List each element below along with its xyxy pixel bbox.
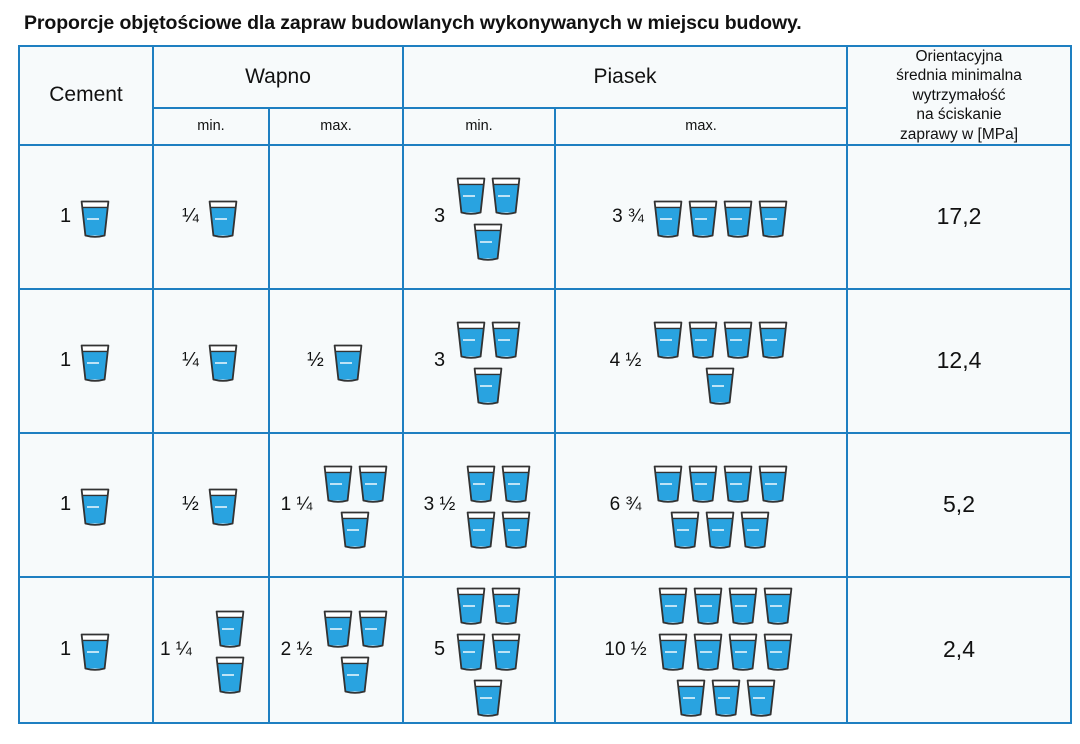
- sand-max-r3-cell: [555, 433, 847, 577]
- sand-min-r3-buckets: [462, 460, 534, 550]
- table-body: [19, 145, 1071, 723]
- bucket-icon: [709, 674, 743, 718]
- bucket-icon: [756, 195, 790, 239]
- bucket-icon: [206, 483, 240, 527]
- bucket-icon: [471, 674, 505, 718]
- header-cement: Cement: [19, 46, 153, 145]
- lime-max-r2-quantity: ½: [307, 349, 324, 372]
- sand-max-r4-buckets: [654, 582, 798, 718]
- header-strength-line: zaprawy w [MPa]: [900, 125, 1019, 143]
- bucket-icon: [656, 628, 690, 672]
- bucket-icon: [721, 195, 755, 239]
- header-sand-max: max.: [555, 108, 847, 145]
- sand-min-r4-content: [404, 578, 554, 722]
- bucket-icon: [651, 316, 685, 360]
- cement-r4-quantity: 1: [59, 638, 72, 661]
- header-sand: Piasek: [403, 46, 847, 108]
- bucket-icon: [454, 172, 488, 216]
- bucket-icon: [489, 628, 523, 672]
- bucket-icon: [686, 460, 720, 504]
- table-row: [19, 145, 1071, 289]
- lime-min-r4-content: [154, 585, 268, 715]
- bucket-icon: [78, 483, 112, 527]
- bucket-icon: [489, 316, 523, 360]
- lime-max-r1-content: [270, 152, 402, 282]
- bucket-icon: [726, 628, 760, 672]
- sand-min-r2-quantity: 3: [433, 349, 446, 372]
- bucket-icon: [674, 674, 708, 718]
- cement-r3-cell: [19, 433, 153, 577]
- sand-min-r1-buckets: [452, 172, 524, 262]
- sand-max-r4-cell: [555, 577, 847, 723]
- lime-max-r2-content: [270, 296, 402, 426]
- lime-min-r1-buckets: [206, 195, 240, 239]
- bucket-icon: [464, 506, 498, 550]
- cement-r2-buckets: [78, 339, 112, 383]
- lime-max-r3-content: [270, 440, 402, 570]
- lime-min-r2-quantity: ¼: [182, 349, 199, 372]
- table-header: [19, 46, 1071, 145]
- header-sand-min: min.: [403, 108, 555, 145]
- bucket-icon: [744, 674, 778, 718]
- bucket-icon: [471, 218, 505, 262]
- lime-min-r4-cell: [153, 577, 269, 723]
- bucket-icon: [454, 628, 488, 672]
- bucket-icon: [206, 339, 240, 383]
- lime-max-r4-quantity: 2 ½: [280, 638, 313, 660]
- table-row: [19, 577, 1071, 723]
- strength-r4-cell: [847, 577, 1071, 723]
- sand-max-r1-quantity: 3 ¾: [612, 205, 644, 227]
- sand-min-r1-cell: [403, 145, 555, 289]
- bucket-icon: [489, 172, 523, 216]
- sand-max-r4-quantity: 10 ½: [604, 638, 647, 660]
- cement-r2-cell: [19, 289, 153, 433]
- bucket-icon: [464, 460, 498, 504]
- strength-value: 2,4: [943, 636, 975, 663]
- lime-min-r3-content: [154, 440, 268, 570]
- sand-min-r2-content: [404, 296, 554, 426]
- strength-value: 17,2: [936, 203, 982, 230]
- bucket-icon: [338, 651, 372, 695]
- cement-r4-content: [20, 585, 152, 715]
- lime-min-r3-cell: [153, 433, 269, 577]
- header-strength-line: średnia minimalna: [896, 67, 1022, 85]
- bucket-icon: [656, 582, 690, 626]
- lime-max-r4-content: [270, 585, 402, 715]
- mortar-proportions-table: [18, 45, 1072, 724]
- bucket-icon: [78, 195, 112, 239]
- header-lime: Wapno: [153, 46, 403, 108]
- cement-r3-content: [20, 440, 152, 570]
- lime-min-r1-content: [154, 152, 268, 282]
- bucket-icon: [213, 605, 247, 649]
- lime-min-r2-cell: [153, 289, 269, 433]
- bucket-icon: [356, 460, 390, 504]
- bucket-icon: [691, 582, 725, 626]
- header-strength-line: Orientacyjna: [915, 48, 1003, 65]
- sand-max-r1-cell: [555, 145, 847, 289]
- bucket-icon: [668, 506, 702, 550]
- bucket-icon: [726, 582, 760, 626]
- lime-min-r3-quantity: ½: [182, 493, 199, 516]
- lime-max-r4-cell: [269, 577, 403, 723]
- bucket-icon: [651, 460, 685, 504]
- cement-r4-cell: [19, 577, 153, 723]
- lime-min-r1-cell: [153, 145, 269, 289]
- sand-max-r3-buckets: [648, 460, 792, 550]
- sand-max-r4-content: [556, 578, 846, 722]
- bucket-icon: [454, 316, 488, 360]
- strength-value: 5,2: [943, 491, 975, 518]
- bucket-icon: [471, 362, 505, 406]
- bucket-icon: [703, 362, 737, 406]
- lime-min-r4-buckets: [199, 605, 262, 695]
- header-lime-max: max.: [269, 108, 403, 145]
- bucket-icon: [454, 582, 488, 626]
- cement-r3-buckets: [78, 483, 112, 527]
- bucket-icon: [761, 582, 795, 626]
- bucket-icon: [78, 339, 112, 383]
- sand-min-r1-content: [404, 152, 554, 282]
- lime-max-r4-buckets: [319, 605, 391, 695]
- header-strength-line: na ściskanie: [916, 106, 1002, 124]
- strength-r1-cell: [847, 145, 1071, 289]
- lime-min-r3-buckets: [206, 483, 240, 527]
- lime-max-r2-buckets: [331, 339, 365, 383]
- bucket-icon: [321, 605, 355, 649]
- bucket-icon: [703, 506, 737, 550]
- sand-max-r2-cell: [555, 289, 847, 433]
- sand-min-r3-content: [404, 440, 554, 570]
- bucket-icon: [78, 628, 112, 672]
- sand-min-r3-cell: [403, 433, 555, 577]
- header-strength: [847, 46, 1071, 145]
- lime-max-r3-quantity: 1 ¼: [280, 493, 313, 515]
- bucket-icon: [691, 628, 725, 672]
- sand-min-r2-buckets: [452, 316, 524, 406]
- sand-min-r4-quantity: 5: [433, 638, 446, 661]
- lime-min-r2-buckets: [206, 339, 240, 383]
- cement-r1-content: [20, 152, 152, 282]
- lime-min-r4-quantity: 1 ¼: [160, 638, 192, 660]
- bucket-icon: [721, 460, 755, 504]
- bucket-icon: [331, 339, 365, 383]
- table-row: [19, 289, 1071, 433]
- bucket-icon: [686, 195, 720, 239]
- sand-max-r2-buckets: [648, 316, 792, 406]
- bucket-icon: [686, 316, 720, 360]
- bucket-icon: [206, 195, 240, 239]
- page-title: Proporcje objętościowe dla zapraw budowlanych wykonywanych w miejscu budowy.: [24, 12, 802, 34]
- sand-max-r1-buckets: [651, 195, 790, 239]
- lime-max-r3-buckets: [319, 460, 391, 550]
- lime-max-r3-cell: [269, 433, 403, 577]
- lime-max-r1-cell: [269, 145, 403, 289]
- lime-min-r2-content: [154, 296, 268, 426]
- sand-min-r4-cell: [403, 577, 555, 723]
- bucket-icon: [756, 460, 790, 504]
- sand-max-r3-content: [556, 440, 846, 570]
- bucket-icon: [489, 582, 523, 626]
- bucket-icon: [756, 316, 790, 360]
- bucket-icon: [761, 628, 795, 672]
- sand-max-r2-content: [556, 296, 846, 426]
- cement-r1-buckets: [78, 195, 112, 239]
- bucket-icon: [321, 460, 355, 504]
- bucket-icon: [738, 506, 772, 550]
- sand-min-r3-quantity: 3 ½: [423, 493, 456, 515]
- table-row: [19, 433, 1071, 577]
- bucket-icon: [721, 316, 755, 360]
- cement-r3-quantity: 1: [59, 493, 72, 516]
- cement-r2-content: [20, 296, 152, 426]
- sand-max-r3-quantity: 6 ¾: [609, 493, 642, 515]
- bucket-icon: [499, 506, 533, 550]
- sand-max-r2-quantity: 4 ½: [609, 349, 642, 371]
- strength-value: 12,4: [936, 347, 982, 374]
- header-lime-min: min.: [153, 108, 269, 145]
- bucket-icon: [213, 651, 247, 695]
- sand-min-r4-buckets: [452, 582, 524, 718]
- bucket-icon: [356, 605, 390, 649]
- sand-min-r2-cell: [403, 289, 555, 433]
- cement-r4-buckets: [78, 628, 112, 672]
- bucket-icon: [499, 460, 533, 504]
- bucket-icon: [338, 506, 372, 550]
- cement-r2-quantity: 1: [59, 349, 72, 372]
- cement-r1-quantity: 1: [59, 205, 72, 228]
- strength-r3-cell: [847, 433, 1071, 577]
- cement-r1-cell: [19, 145, 153, 289]
- bucket-icon: [651, 195, 685, 239]
- header-strength-line: wytrzymałość: [912, 86, 1006, 104]
- sand-max-r1-content: [556, 152, 846, 282]
- lime-min-r1-quantity: ¼: [182, 205, 199, 228]
- sand-min-r1-quantity: 3: [433, 205, 446, 228]
- strength-r2-cell: [847, 289, 1071, 433]
- lime-max-r2-cell: [269, 289, 403, 433]
